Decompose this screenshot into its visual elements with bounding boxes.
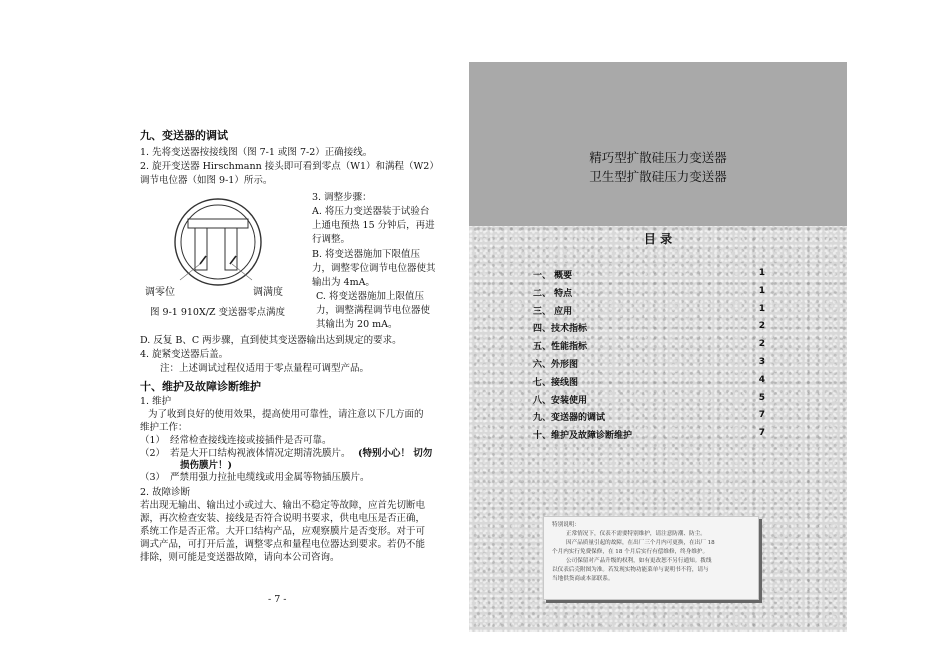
- toc-item: [533, 357, 765, 371]
- cover-title-line2: 卫生型扩散硅压力变送器: [589, 169, 727, 184]
- special-note-box: [543, 516, 759, 600]
- stepC-line2: 力，调整满程调节电位器使: [316, 305, 431, 316]
- toc-item: [533, 428, 765, 442]
- note-line6: 当地供货商或本部联系。: [552, 576, 614, 582]
- maint-item3: 严禁用强力拉扯电缆线或用金属等物插压膜片。: [170, 472, 370, 483]
- toc-item-page: 1: [758, 268, 765, 278]
- diag-line3: 系统工作是否正常。大开口结构产品，应观察膜片是否变形。对于可: [140, 526, 426, 537]
- maint-item2: 若是大开口结构视液体情况定期清洗膜片。: [170, 448, 351, 459]
- section10-title: 十、维护及故障诊断维护: [140, 380, 261, 393]
- cover-title-band: [469, 62, 847, 226]
- toc-item: [533, 339, 765, 353]
- toc-item-label: 一、 概要: [533, 271, 573, 281]
- toc-item-page: 1: [758, 285, 765, 296]
- maint-item2-warning-cont: 损伤膜片！): [180, 460, 232, 471]
- stepB-line3: 输出为 4mA。: [312, 277, 375, 288]
- stepA-line3: 行调整。: [312, 234, 351, 245]
- toc-item: [533, 286, 765, 300]
- s9-line3: 调节电位器（如图 9-1）所示。: [140, 175, 273, 186]
- maint-intro2: 维护工作：: [140, 422, 188, 433]
- toc-item-label: 四、技术指标: [533, 324, 588, 335]
- diag-line5: 排除，则可能是变送器故障，请向本公司咨询。: [140, 552, 340, 563]
- diag-line2: 源，再次检查安装、接线是否符合说明书要求，供电电压是否正确，: [140, 513, 426, 524]
- toc-item-label: 九、变送器的调试: [533, 413, 606, 424]
- stepB-line2: 力，调整零位调节电位器使其: [312, 263, 436, 274]
- toc-item-page: 7: [758, 410, 765, 421]
- diag-line4: 调式产品，可打开后盖，调整零点和量程电位器达到要求。若仍不能: [140, 539, 426, 550]
- fig-label-span: 调满度: [253, 287, 283, 298]
- cover-title-line1: 精巧型扩散硅压力变送器: [589, 150, 727, 165]
- stepC-line1: C. 将变送器施加上限值压: [316, 291, 424, 302]
- note-line: 注：上述调试过程仪适用于零点量程可调型产品。: [160, 363, 370, 374]
- maint-item3-num: （3）: [140, 472, 166, 483]
- table-of-contents: [469, 226, 847, 556]
- toc-item-page: 2: [758, 339, 765, 350]
- toc-item: [533, 268, 765, 282]
- stepA-line2: 上通电预热 15 分钟后，再进: [312, 220, 435, 231]
- maint-intro1: 为了收到良好的使用效果，提高使用可靠性，请注意以下几方面的: [148, 409, 424, 420]
- note-line1: 正常情况下，仪表不需要特别维护，请注意防潮、防尘。: [566, 531, 706, 537]
- note-heading: 特别说明：: [552, 522, 580, 528]
- s9-line1: 1. 先将变送器按接线图（图 7-1 或图 7-2）正确接线。: [140, 147, 373, 158]
- toc-item-page: 2: [758, 321, 765, 332]
- note-line4: 公司保留对产品升级的权利，如有更改恕不另行通知。拨线: [566, 558, 712, 564]
- potentiometer-diagram: [140, 192, 308, 322]
- maint-item1-num: （1）: [140, 435, 166, 446]
- note-line3: 个月内实行免费保修，在 18 个月后实行有偿维修，终身维护。: [552, 549, 709, 555]
- section9-title: 九、变送器的调试: [140, 129, 228, 142]
- toc-item-label: 十、维护及故障诊断维护: [533, 431, 633, 442]
- s9-line2: 2. 旋开变送器 Hirschmann 接头即可看到零点（W1）和满程（W2）: [140, 161, 439, 172]
- note-line2: 因产品质量引起的故障，在出厂三个月内可更换，在出厂 18: [566, 540, 715, 546]
- maint-item2-num: （2）: [140, 448, 166, 459]
- toc-item: [533, 304, 765, 318]
- stepD: D. 反复 B、C 两步骤，直到使其变送器输出达到规定的要求。: [140, 335, 402, 346]
- toc-item: [533, 321, 765, 335]
- toc-item-label: 二、 特点: [533, 288, 573, 299]
- toc-item-label: 八、安装使用: [533, 395, 588, 406]
- cover-page: [469, 62, 847, 632]
- toc-item-label: 七、接线图: [533, 377, 579, 388]
- maint-item2-warning: (特别小心！ 切勿: [358, 448, 433, 459]
- toc-item-page: 7: [758, 428, 765, 439]
- toc-item-label: 三、 应用: [533, 306, 573, 317]
- maint-title: 1. 维护: [140, 396, 172, 407]
- toc-item-page: 3: [758, 357, 765, 367]
- stepC-line3: 其输出为 20 mA。: [316, 319, 398, 330]
- diag-title: 2. 故障诊断: [140, 487, 191, 498]
- fig-caption: 图 9-1 910X/Z 变送器零点满度: [150, 307, 286, 318]
- step3-title: 3. 调整步骤：: [312, 192, 372, 203]
- toc-item: [533, 375, 765, 389]
- step4: 4. 旋紧变送器后盖。: [140, 349, 229, 360]
- note-line5: 以仪表后壳附图为准。若发现实物功能菜单与说明书不符，请与: [552, 567, 709, 573]
- toc-item: [533, 393, 765, 407]
- stepB-line1: B. 将变送器施加下限值压: [312, 249, 421, 260]
- toc-item-page: 1: [758, 303, 765, 314]
- page-number: - 7 -: [268, 594, 287, 605]
- stepA-line1: A. 将压力变送器装于试验台: [312, 206, 430, 217]
- maint-item1: 经常检查接线连接或接插件是否可靠。: [170, 435, 332, 446]
- toc-item-label: 五、性能指标: [533, 342, 588, 353]
- toc-title: 目 录: [643, 232, 673, 246]
- toc-item-label: 六、外形图: [533, 360, 579, 370]
- toc-item: [533, 410, 765, 424]
- toc-item-page: 4: [758, 374, 765, 385]
- toc-item-page: 5: [758, 392, 765, 403]
- fig-label-zero: 调零位: [145, 287, 175, 298]
- diag-line1: 若出现无输出、输出过小或过大、输出不稳定等故障，应首先切断电: [140, 500, 426, 511]
